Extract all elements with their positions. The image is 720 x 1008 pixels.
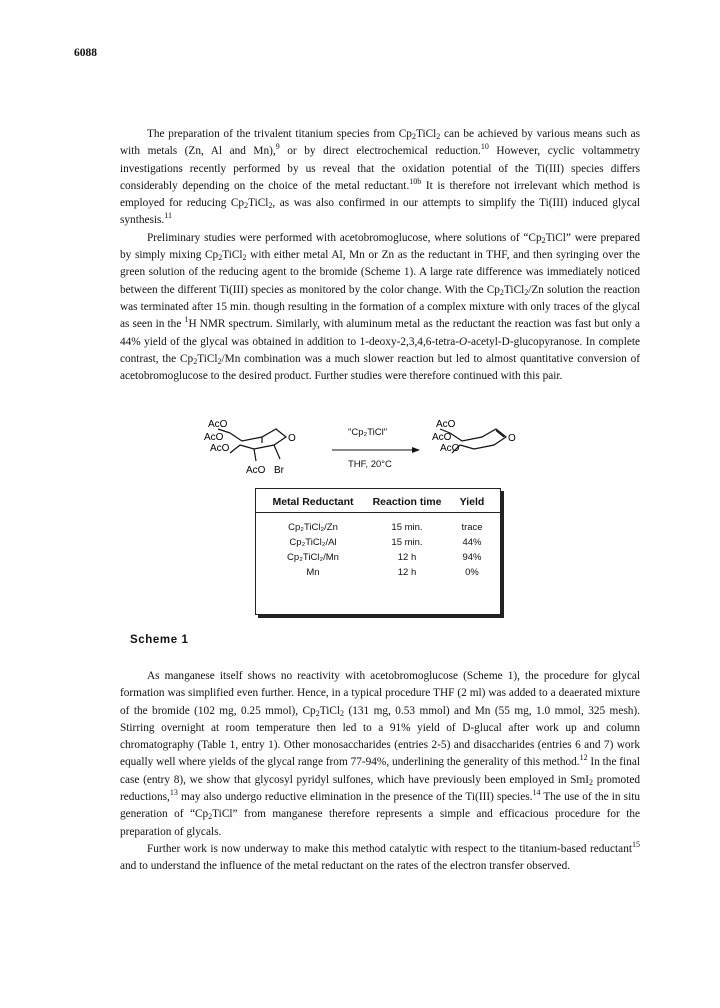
cell-yield: 44% [462,537,482,548]
paragraph: The preparation of the trivalent titanium species from $Cp_2TiCl_2$ can be achieved by various means such as with metals (Zn, Al and Mn),$^9$ or by direct electrochemical reduction.$^{10}$ However, cyclic voltammetry investigations recently performed by us reveal that the oxidation potential of the Ti(III) species differs considerably depending on the choice of the metal reductant.$^{10b}$ It is therefore not irrelevant which method is employed for reducing $Cp_2TiCl_2$, as was also confirmed in our attempts to simplify the Ti(III) induced glycal synthesis.$^{11}$ [120,128,640,227]
cell-yield: 94% [462,552,482,563]
table-row [256,565,500,580]
reactant-label: AcO [246,465,266,476]
header-reaction-time: Reaction time [372,496,442,508]
table-row [256,550,500,565]
table-header [256,489,500,513]
conditions-label: THF, 20°C [348,459,392,470]
cell-time: 15 min. [391,537,423,548]
reactant-label: AcO [204,432,224,443]
header-metal-reductant: Metal Reductant [272,496,354,508]
body-text-bottom [120,668,640,876]
reactant-label: AcO [210,443,230,454]
table-row [256,520,500,535]
product-label: O [508,433,516,444]
page-number: 6088 [74,47,97,59]
cell-yield: 0% [465,567,479,578]
body-text-top [120,126,640,385]
cell-reductant: Cp₂TiCl₂/Mn [287,552,339,563]
product-label: AcO [440,443,460,454]
cell-time: 12 h [397,552,417,563]
product-label: AcO [436,419,456,430]
product-label: AcO [432,432,452,443]
results-table [255,488,501,615]
table-body [256,513,500,580]
arrow-head [412,447,420,453]
cell-reductant: Cp₂TiCl₂/Al [289,537,337,548]
paragraph: As manganese itself shows no reactivity with acetobromoglucose (Scheme 1), the procedure for glycal formation was simplified even further. Hence, in a typical procedure THF (2 ml) was added to a deaerated mixture of the bromide (102 mg, 0.25 mmol), $Cp_2TiCl_2$ (131 mg, 0.53 mmol) and Mn (55 mg, 1.0 mmol, 325 mesh). Stirring overnight at room temperature then led to a 91% yield of D-glucal after work up and column chromatography (Table 1, entry 1). Other monosaccharides (entries 2-5) and disaccharides (entries 6 and 7) work equally well where yields of the glycal range from 77-94%, underlining the generality of this method.$^{12}$ In the final case (entry 8), we show that glycosyl pyridyl sulfones, which have previously been employed in SmI$_2$ promoted reductions,$^{13}$ may also undergo reductive elimination in the presence of the Ti(III) species.$^{14}$ The use of the in situ generation of “$Cp_2TiCl$” from manganese therefore represents a simple and efficacious procedure for the preparation of glycals. [120,670,641,838]
scheme-caption: Scheme 1 [130,634,189,646]
cell-reductant: Mn [306,567,320,578]
reactant-label: Br [274,465,284,476]
cell-reductant: Cp₂TiCl₂/Zn [288,522,338,533]
cell-yield: trace [461,522,483,533]
reagent-label: "Cp₂TiCl" [348,427,388,438]
cell-time: 15 min. [391,522,423,533]
header-yield: Yield [459,496,485,508]
table-row [256,535,500,550]
paragraph: Preliminary studies were performed with acetobromoglucose, where solutions of “$Cp_2TiCl$” were prepared by simply mixing $Cp_2TiCl_2$ with either metal Al, Mn or Zn as the reductant in THF, and then syringing over the green solution of the reducing agent to the bromide (Scheme 1). A large rate difference was immediately noticed between the different Ti(III) species as monitored by the color change. With the $Cp_2TiCl_2/Zn$ solution the reaction was terminated after 15 min. though resulting in the formation of a complex mixture with only traces of the glycal as seen in the $^1$H NMR spectrum. Similarly, with aluminum metal as the reductant the reaction was fast but only a 44% yield of the glycal was obtained in addition to 1-deoxy-2,3,4,6-tetra-O-acetyl-D-glucopyranose. In complete contrast, the $Cp_2TiCl_2/Mn$ combination was a much slower reaction but led to almost quantitative conversion of acetobromoglucose to the desired product. Further studies were therefore continued with this pair. [120,231,641,383]
reactant-label: AcO [208,419,228,430]
reactant-label: O [288,433,296,444]
paragraph: Further work is now underway to make this method catalytic with respect to the titanium-based reductant$^{15}$ and to understand the influence of the metal reductant on the rates of the electron transfer observed. [120,839,640,873]
cell-time: 12 h [397,567,417,578]
